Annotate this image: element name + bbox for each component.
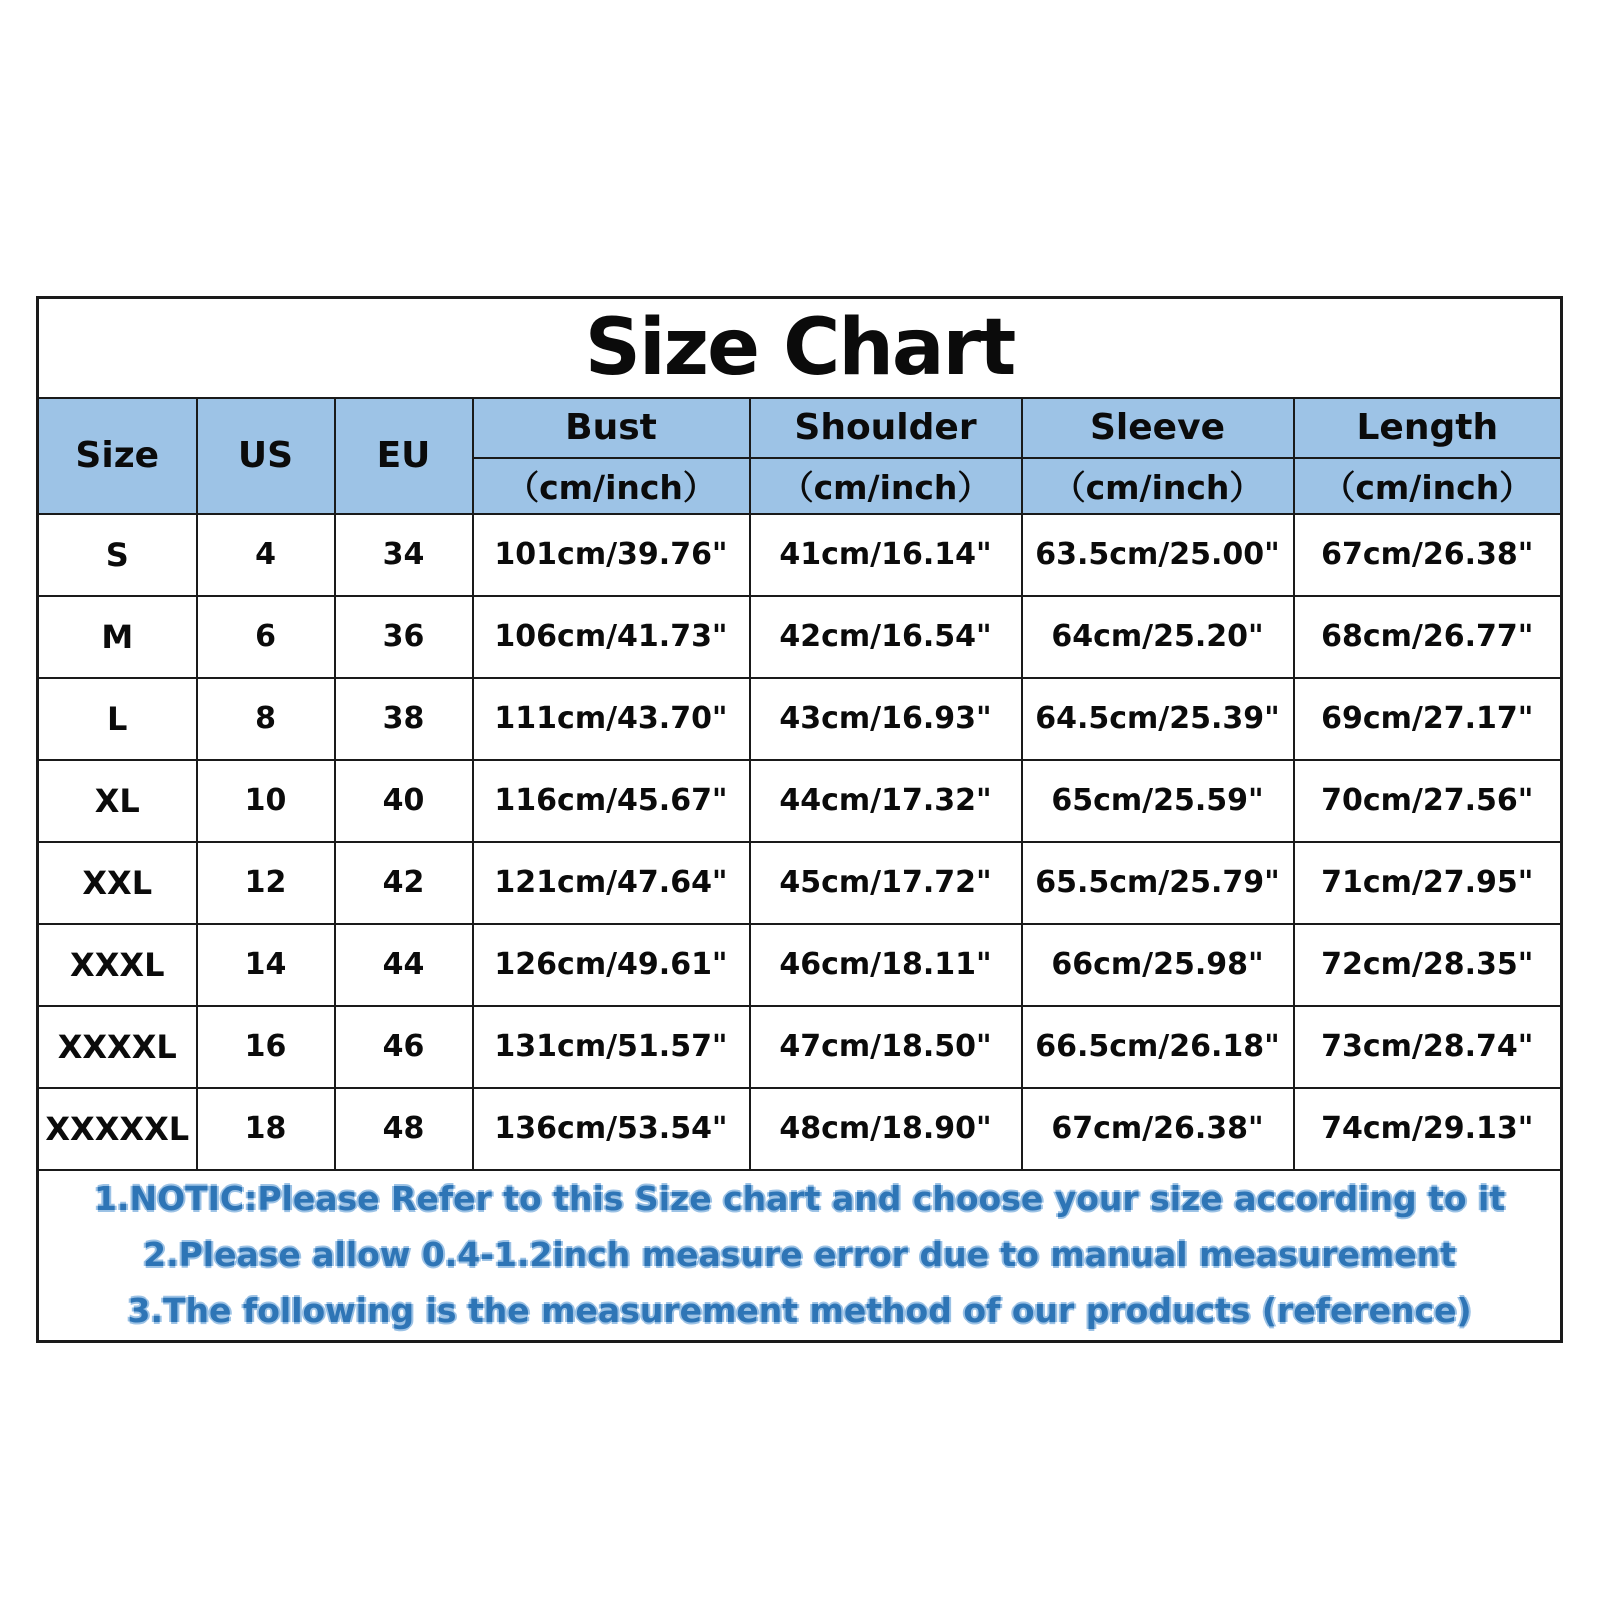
cell-sleeve: 66cm/25.98" [1022, 924, 1294, 1006]
cell-size: L [38, 678, 197, 760]
cell-shoulder: 46cm/18.11" [750, 924, 1022, 1006]
cell-us: 12 [197, 842, 335, 924]
cell-size: XXXXL [38, 1006, 197, 1088]
table-row [38, 514, 1562, 596]
table-row [38, 842, 1562, 924]
cell-us: 18 [197, 1088, 335, 1170]
notes-row [38, 1170, 1562, 1342]
cell-length: 71cm/27.95" [1294, 842, 1562, 924]
cell-length: 69cm/27.17" [1294, 678, 1562, 760]
cell-size: XXXXXL [38, 1088, 197, 1170]
cell-length: 72cm/28.35" [1294, 924, 1562, 1006]
cell-eu: 48 [335, 1088, 473, 1170]
table-row [38, 1088, 1562, 1170]
cell-size: XXL [38, 842, 197, 924]
cell-shoulder: 44cm/17.32" [750, 760, 1022, 842]
unit-label-bust: （cm/inch） [473, 458, 750, 514]
column-header-us: US [197, 398, 335, 514]
table-row [38, 760, 1562, 842]
cell-size: M [38, 596, 197, 678]
cell-shoulder: 45cm/17.72" [750, 842, 1022, 924]
cell-bust: 126cm/49.61" [473, 924, 750, 1006]
table-row [38, 1006, 1562, 1088]
cell-length: 68cm/26.77" [1294, 596, 1562, 678]
column-header-size: Size [38, 398, 197, 514]
cell-bust: 121cm/47.64" [473, 842, 750, 924]
cell-us: 16 [197, 1006, 335, 1088]
cell-length: 67cm/26.38" [1294, 514, 1562, 596]
cell-us: 10 [197, 760, 335, 842]
cell-size: XL [38, 760, 197, 842]
cell-length: 70cm/27.56" [1294, 760, 1562, 842]
column-header-sleeve: Sleeve [1022, 398, 1294, 458]
cell-eu: 44 [335, 924, 473, 1006]
cell-shoulder: 41cm/16.14" [750, 514, 1022, 596]
cell-us: 14 [197, 924, 335, 1006]
cell-bust: 101cm/39.76" [473, 514, 750, 596]
table-row [38, 924, 1562, 1006]
header-row [38, 398, 1562, 458]
cell-length: 74cm/29.13" [1294, 1088, 1562, 1170]
table-row [38, 678, 1562, 760]
cell-bust: 106cm/41.73" [473, 596, 750, 678]
note-line: 2.Please allow 0.4-1.2inch measure error due to manual measurement [143, 1235, 1456, 1275]
cell-bust: 136cm/53.54" [473, 1088, 750, 1170]
cell-shoulder: 43cm/16.93" [750, 678, 1022, 760]
cell-size: XXXL [38, 924, 197, 1006]
cell-eu: 38 [335, 678, 473, 760]
note-line: 3.The following is the measurement method of our products (reference) [127, 1291, 1472, 1331]
cell-eu: 34 [335, 514, 473, 596]
cell-sleeve: 65.5cm/25.79" [1022, 842, 1294, 924]
cell-bust: 131cm/51.57" [473, 1006, 750, 1088]
column-header-eu: EU [335, 398, 473, 514]
cell-shoulder: 47cm/18.50" [750, 1006, 1022, 1088]
column-header-length: Length [1294, 398, 1562, 458]
cell-length: 73cm/28.74" [1294, 1006, 1562, 1088]
size-table-body [38, 514, 1562, 1170]
cell-eu: 46 [335, 1006, 473, 1088]
title-row [38, 298, 1562, 398]
size-chart-table [36, 296, 1563, 1343]
cell-eu: 36 [335, 596, 473, 678]
page-title: Size Chart [38, 298, 1562, 398]
column-header-shoulder: Shoulder [750, 398, 1022, 458]
cell-bust: 111cm/43.70" [473, 678, 750, 760]
cell-eu: 42 [335, 842, 473, 924]
note-line: 1.NOTIC:Please Refer to this Size chart and choose your size according to it [93, 1179, 1506, 1219]
cell-us: 6 [197, 596, 335, 678]
table-row [38, 596, 1562, 678]
cell-sleeve: 65cm/25.59" [1022, 760, 1294, 842]
cell-sleeve: 63.5cm/25.00" [1022, 514, 1294, 596]
unit-label-sleeve: （cm/inch） [1022, 458, 1294, 514]
cell-sleeve: 64cm/25.20" [1022, 596, 1294, 678]
unit-label-length: （cm/inch） [1294, 458, 1562, 514]
column-header-bust: Bust [473, 398, 750, 458]
cell-sleeve: 66.5cm/26.18" [1022, 1006, 1294, 1088]
cell-us: 4 [197, 514, 335, 596]
cell-shoulder: 42cm/16.54" [750, 596, 1022, 678]
notes-cell [38, 1170, 1562, 1342]
cell-sleeve: 64.5cm/25.39" [1022, 678, 1294, 760]
cell-bust: 116cm/45.67" [473, 760, 750, 842]
cell-eu: 40 [335, 760, 473, 842]
unit-label-shoulder: （cm/inch） [750, 458, 1022, 514]
cell-us: 8 [197, 678, 335, 760]
cell-sleeve: 67cm/26.38" [1022, 1088, 1294, 1170]
cell-shoulder: 48cm/18.90" [750, 1088, 1022, 1170]
cell-size: S [38, 514, 197, 596]
